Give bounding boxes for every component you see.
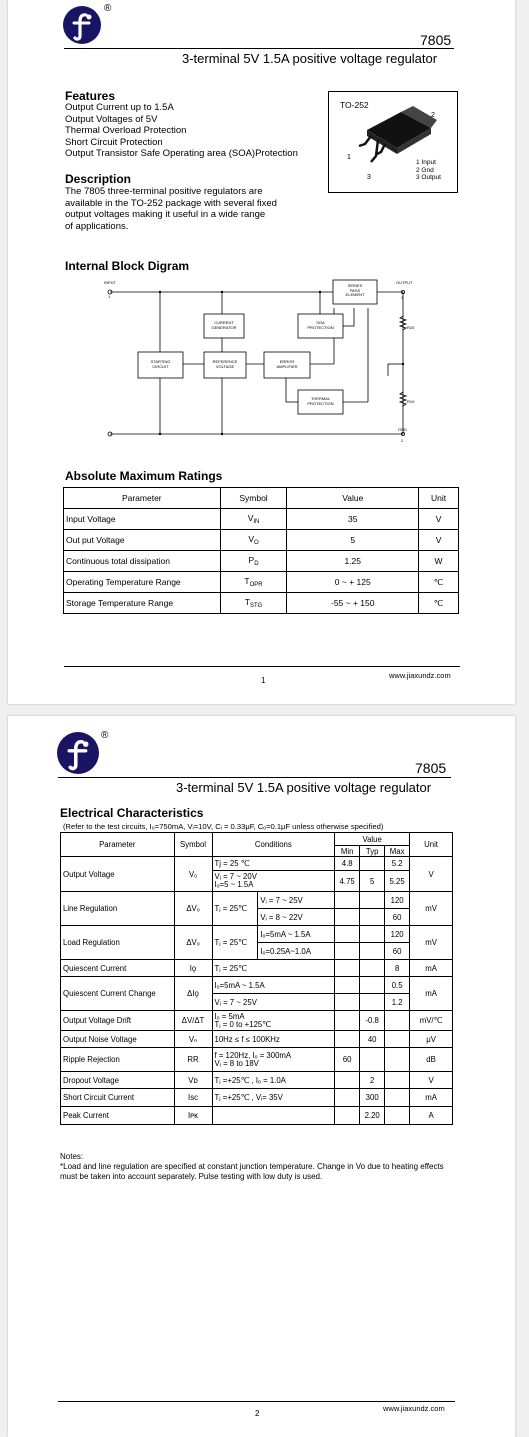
typ-cell: 2 bbox=[360, 1072, 385, 1089]
symbol-cell: $V_{IN}$ bbox=[220, 509, 287, 530]
unit-cell: V bbox=[419, 509, 459, 530]
unit-cell: ℃ bbox=[419, 593, 459, 614]
unit-cell: W bbox=[419, 551, 459, 572]
condition-cell: Iₒ = 5mA Tⱼ = 0 to +125℃ bbox=[212, 1011, 335, 1031]
block-label: ERROR bbox=[279, 359, 295, 364]
symbol-cell: ΔV/ΔT bbox=[174, 1011, 212, 1031]
column-header: Unit bbox=[410, 833, 453, 857]
typ-cell: 5 bbox=[360, 871, 385, 892]
symbol-cell: Iǫ bbox=[174, 960, 212, 977]
unit-cell: A bbox=[410, 1107, 453, 1125]
unit-cell: μV bbox=[410, 1031, 453, 1048]
param-cell: Storage Temperature Range bbox=[64, 593, 221, 614]
param-cell: Line Regulation bbox=[61, 892, 175, 926]
unit-cell: ℃ bbox=[419, 572, 459, 593]
column-header: Max bbox=[385, 846, 410, 857]
typ-cell bbox=[360, 892, 385, 909]
condition-cell: Vᵢ = 7 ~ 25V bbox=[212, 994, 335, 1011]
min-cell bbox=[335, 977, 360, 994]
ec-test-conditions-note: (Refer to the test circuits, I₀=750mA, Vᵢ=10V, Cᵢ = 0.33μF, Cₒ=0.1μF unless otherwise specified) bbox=[63, 822, 384, 831]
block-label: CURRENT bbox=[214, 320, 234, 325]
condition-cell: Iₒ=0.25A~1.0A bbox=[258, 943, 335, 960]
condition-cell: Iₒ=5mA ~ 1.5A bbox=[212, 977, 335, 994]
column-header: Typ bbox=[360, 846, 385, 857]
features-list bbox=[65, 102, 298, 160]
block-label: PROTECTION bbox=[307, 400, 334, 406]
feature-item: Output Transistor Safe Operating area (SOA)Protection bbox=[65, 148, 298, 159]
symbol-cell: ΔVₒ bbox=[174, 926, 212, 960]
condition-cell: f = 120Hz, Iₒ = 300mA Vᵢ = 8 to 18V bbox=[212, 1048, 335, 1072]
column-header: Parameter bbox=[64, 488, 221, 509]
param-cell: Ripple Rejection bbox=[61, 1048, 175, 1072]
page-subtitle: 3-terminal 5V 1.5A positive voltage regulator bbox=[182, 51, 438, 66]
description-text bbox=[65, 186, 277, 232]
pin-legend-item: 1 Input bbox=[416, 159, 436, 166]
page-subtitle: 3-terminal 5V 1.5A positive voltage regulator bbox=[176, 780, 432, 795]
table-row bbox=[64, 572, 459, 593]
max-cell: 120 bbox=[385, 892, 410, 909]
column-header: Symbol bbox=[220, 488, 287, 509]
block-diagram-heading: Internal Block Digram bbox=[65, 259, 190, 273]
description-line: The 7805 three-terminal positive regulators are bbox=[65, 186, 263, 197]
gnd-label: GND bbox=[398, 427, 407, 432]
max-cell bbox=[385, 1107, 410, 1125]
min-cell bbox=[335, 892, 360, 909]
symbol-cell: Vᴅ bbox=[174, 1072, 212, 1089]
table-row bbox=[64, 530, 459, 551]
max-cell bbox=[385, 1072, 410, 1089]
condition-cell: Vᵢ = 7 ~ 25V bbox=[258, 892, 335, 909]
condition-cell bbox=[212, 1107, 335, 1125]
table-row bbox=[64, 509, 459, 530]
min-cell bbox=[335, 909, 360, 926]
min-cell bbox=[335, 943, 360, 960]
input-label: INPUT bbox=[104, 280, 116, 285]
min-cell bbox=[335, 1072, 360, 1089]
unit-cell: V bbox=[419, 530, 459, 551]
footer-rule bbox=[64, 666, 460, 667]
package-box bbox=[328, 91, 458, 193]
table-row bbox=[61, 1072, 453, 1089]
unit-cell: mA bbox=[410, 977, 453, 1011]
registered-mark: ® bbox=[101, 730, 109, 741]
min-cell: 4.8 bbox=[335, 857, 360, 871]
column-header: Conditions bbox=[212, 833, 335, 857]
block-diagram bbox=[98, 276, 428, 448]
symbol-cell: $V_O$ bbox=[220, 530, 287, 551]
value-cell: -55 ~ + 150 bbox=[287, 593, 419, 614]
symbol-cell: ΔVₒ bbox=[174, 892, 212, 926]
typ-cell bbox=[360, 926, 385, 943]
notes-label: Notes: bbox=[60, 1152, 84, 1161]
param-cell: Quiescent Current bbox=[61, 960, 175, 977]
feature-item: Output Voltages of 5V bbox=[65, 113, 158, 125]
symbol-cell: $P_D$ bbox=[220, 551, 287, 572]
error-amplifier-block bbox=[264, 360, 310, 369]
max-cell bbox=[385, 1031, 410, 1048]
table-row bbox=[61, 926, 453, 943]
footer-rule bbox=[58, 1401, 455, 1402]
param-cell: Operating Temperature Range bbox=[64, 572, 221, 593]
pin-legend-item: 2 Gnd bbox=[416, 166, 434, 174]
max-cell: 120 bbox=[385, 926, 410, 943]
min-cell: 60 bbox=[335, 1048, 360, 1072]
unit-cell: V bbox=[410, 1072, 453, 1089]
max-cell: 5.2 bbox=[385, 857, 410, 871]
feature-item: Output Current up to 1.5A bbox=[65, 102, 174, 113]
block-label: SERIES bbox=[347, 283, 363, 288]
symbol-cell: $T_{OPR}$ bbox=[220, 572, 287, 593]
param-cell: Input Voltage bbox=[64, 509, 221, 530]
column-header: Value bbox=[335, 833, 410, 846]
page-number: 2 bbox=[255, 1409, 260, 1418]
min-cell bbox=[335, 926, 360, 943]
part-number: 7805 bbox=[415, 760, 447, 776]
input-pin-label: 1 bbox=[108, 294, 111, 299]
block-label: CIRCUIT bbox=[152, 363, 169, 369]
header-rule bbox=[58, 777, 451, 778]
footer-url: www.jiaxundz.com bbox=[383, 1404, 445, 1413]
symbol-cell: RR bbox=[174, 1048, 212, 1072]
current-generator-block bbox=[204, 321, 244, 330]
typ-cell bbox=[360, 994, 385, 1011]
min-cell bbox=[335, 1011, 360, 1031]
condition-cell: 10Hz ≤ f ≤ 100KHz bbox=[212, 1031, 335, 1048]
table-row bbox=[61, 1011, 453, 1031]
block-label: AMPLIFIER bbox=[276, 363, 298, 369]
symbol-cell: Isc bbox=[174, 1089, 212, 1107]
datasheet-page-2 bbox=[8, 716, 515, 1437]
table-row bbox=[61, 1089, 453, 1107]
table-row bbox=[61, 857, 453, 871]
unit-cell: dB bbox=[410, 1048, 453, 1072]
min-cell bbox=[335, 960, 360, 977]
typ-cell bbox=[360, 960, 385, 977]
registered-mark: ® bbox=[104, 3, 112, 14]
block-label: SOA bbox=[316, 320, 325, 325]
column-header: Value bbox=[287, 488, 419, 509]
max-cell: 1.2 bbox=[385, 994, 410, 1011]
min-cell bbox=[335, 1031, 360, 1048]
condition-cell: Iₒ=5mA ~ 1.5A bbox=[258, 926, 335, 943]
max-cell: 0.5 bbox=[385, 977, 410, 994]
param-cell: Peak Current bbox=[61, 1107, 175, 1125]
value-cell: 1.25 bbox=[287, 551, 419, 572]
block-label: PASS bbox=[349, 287, 361, 293]
soa-protection-block bbox=[298, 321, 343, 330]
notes-text: *Load and line regulation are specified at constant junction temperature. Change in Vo due to heating effects must be taken into account separately. Pulse testing with low duty is used. bbox=[60, 1162, 444, 1181]
datasheet-page-1 bbox=[8, 0, 515, 704]
param-cell: Dropout Voltage bbox=[61, 1072, 175, 1089]
reference-voltage-block bbox=[204, 360, 246, 369]
typ-cell bbox=[360, 909, 385, 926]
description-heading: Description bbox=[65, 172, 132, 186]
param-cell: Quiescent Current Change bbox=[61, 977, 175, 1011]
condition-cell: Vᵢ = 8 ~ 22V bbox=[258, 909, 335, 926]
block-label: GENERATOR bbox=[211, 324, 237, 330]
block-label: REFERENCE bbox=[212, 359, 238, 364]
column-header: Parameter bbox=[61, 833, 175, 857]
footer-url: www.jiaxundz.com bbox=[389, 671, 451, 680]
resistor-r19-label: R19 bbox=[407, 399, 415, 404]
company-logo bbox=[63, 6, 101, 44]
param-cell: Load Regulation bbox=[61, 926, 175, 960]
typ-cell bbox=[360, 1048, 385, 1072]
column-header: Min bbox=[335, 846, 360, 857]
typ-cell: 300 bbox=[360, 1089, 385, 1107]
condition-cell: Tⱼ =+25℃ , Vᵢ= 35V bbox=[212, 1089, 335, 1107]
symbol-cell: $T_{STG}$ bbox=[220, 593, 287, 614]
pin-1-label: 1 bbox=[347, 154, 351, 161]
thermal-protection-block bbox=[298, 397, 343, 406]
min-cell: 4.75 bbox=[335, 871, 360, 892]
block-label: STARTING bbox=[150, 359, 171, 364]
param-cell: Output Noise Voltage bbox=[61, 1031, 175, 1048]
output-pin-label: 3 bbox=[401, 295, 404, 300]
param-cell: Output Voltage bbox=[61, 857, 175, 892]
condition-cell: Tⱼ = 25℃ bbox=[212, 926, 258, 960]
resistor-r20-label: R20 bbox=[407, 325, 415, 330]
max-cell bbox=[385, 1089, 410, 1107]
condition-cell: Tⱼ = 25℃ bbox=[212, 892, 258, 926]
param-cell: Short Circuit Current bbox=[61, 1089, 175, 1107]
condition-cell: Tj = 25 ℃ bbox=[212, 857, 335, 871]
features-heading: Features bbox=[65, 89, 116, 103]
table-row bbox=[61, 960, 453, 977]
gnd-pin-label: 2 bbox=[401, 438, 404, 443]
pin-legend-item: 3 Output bbox=[416, 174, 441, 181]
value-cell: 0 ~ + 125 bbox=[287, 572, 419, 593]
typ-cell: -0.8 bbox=[360, 1011, 385, 1031]
value-cell: 5 bbox=[287, 530, 419, 551]
part-number: 7805 bbox=[420, 32, 452, 48]
table-header-row bbox=[61, 833, 453, 846]
max-cell bbox=[385, 1048, 410, 1072]
max-cell bbox=[385, 1011, 410, 1031]
min-cell bbox=[335, 1107, 360, 1125]
max-cell: 5.25 bbox=[385, 871, 410, 892]
symbol-cell: Vₙ bbox=[174, 1031, 212, 1048]
pin-3-label: 3 bbox=[367, 174, 371, 181]
typ-cell bbox=[360, 857, 385, 871]
series-pass-element-block bbox=[333, 284, 377, 298]
package-label: TO-252 bbox=[340, 100, 369, 110]
description-line: output voltages making it useful in a wide range bbox=[65, 209, 266, 220]
unit-cell: mV/℃ bbox=[410, 1011, 453, 1031]
unit-cell: V bbox=[410, 857, 453, 892]
table-row bbox=[61, 1048, 453, 1072]
page-number: 1 bbox=[261, 676, 266, 685]
table-row bbox=[64, 551, 459, 572]
table-row bbox=[61, 1031, 453, 1048]
value-cell: 35 bbox=[287, 509, 419, 530]
ec-heading: Electrical Characteristics bbox=[60, 806, 204, 820]
typ-cell: 40 bbox=[360, 1031, 385, 1048]
abs-max-table bbox=[63, 487, 459, 614]
table-header-row bbox=[64, 488, 459, 509]
starting-circuit-block bbox=[138, 360, 183, 369]
param-cell: Output Voltage Drift bbox=[61, 1011, 175, 1031]
block-label: ELEMENT bbox=[345, 292, 365, 297]
max-cell: 8 bbox=[385, 960, 410, 977]
header-rule bbox=[64, 48, 454, 49]
description-line: available in the TO-252 package with several fixed bbox=[65, 197, 277, 209]
unit-cell: mV bbox=[410, 926, 453, 960]
column-header: Symbol bbox=[174, 833, 212, 857]
block-label: THERMAL bbox=[310, 396, 331, 401]
logo-f-glyph-icon bbox=[63, 6, 101, 44]
abs-max-heading: Absolute Maximum Ratings bbox=[65, 469, 223, 483]
typ-cell: 2.20 bbox=[360, 1107, 385, 1125]
unit-cell: mA bbox=[410, 1089, 453, 1107]
symbol-cell: Vₒ bbox=[174, 857, 212, 892]
table-row bbox=[61, 892, 453, 909]
table-row bbox=[61, 977, 453, 994]
pin-legend bbox=[416, 159, 441, 182]
symbol-cell: Iᴘᴋ bbox=[174, 1107, 212, 1125]
typ-cell bbox=[360, 977, 385, 994]
pin-2-label: 2 bbox=[431, 112, 435, 119]
condition-cell: Vᵢ = 7 ~ 20V Iₒ=5 ~ 1.5A bbox=[212, 871, 335, 892]
condition-cell: Tⱼ = 25℃ bbox=[212, 960, 335, 977]
max-cell: 60 bbox=[385, 909, 410, 926]
min-cell bbox=[335, 994, 360, 1011]
max-cell: 60 bbox=[385, 943, 410, 960]
electrical-characteristics-table bbox=[60, 832, 453, 1125]
column-header: Unit bbox=[419, 488, 459, 509]
block-label: PROTECTION bbox=[307, 324, 334, 330]
min-cell bbox=[335, 1089, 360, 1107]
typ-cell bbox=[360, 943, 385, 960]
condition-cell: Tⱼ =+25℃ , Iₒ = 1.0A bbox=[212, 1072, 335, 1089]
symbol-cell: ΔIǫ bbox=[174, 977, 212, 1011]
description-line: of applications. bbox=[65, 220, 129, 232]
unit-cell: mA bbox=[410, 960, 453, 977]
feature-item: Short Circuit Protection bbox=[65, 136, 163, 148]
param-cell: Continuous total dissipation bbox=[64, 551, 221, 572]
table-row bbox=[64, 593, 459, 614]
table-row bbox=[61, 1107, 453, 1125]
feature-item: Thermal Overload Protection bbox=[65, 125, 187, 136]
block-label: VOLTAGE bbox=[215, 363, 235, 369]
logo-f-glyph-icon bbox=[57, 732, 99, 774]
output-label: OUTPUT bbox=[396, 280, 413, 285]
unit-cell: mV bbox=[410, 892, 453, 926]
param-cell: Out put Voltage bbox=[64, 530, 221, 551]
company-logo bbox=[57, 732, 99, 774]
